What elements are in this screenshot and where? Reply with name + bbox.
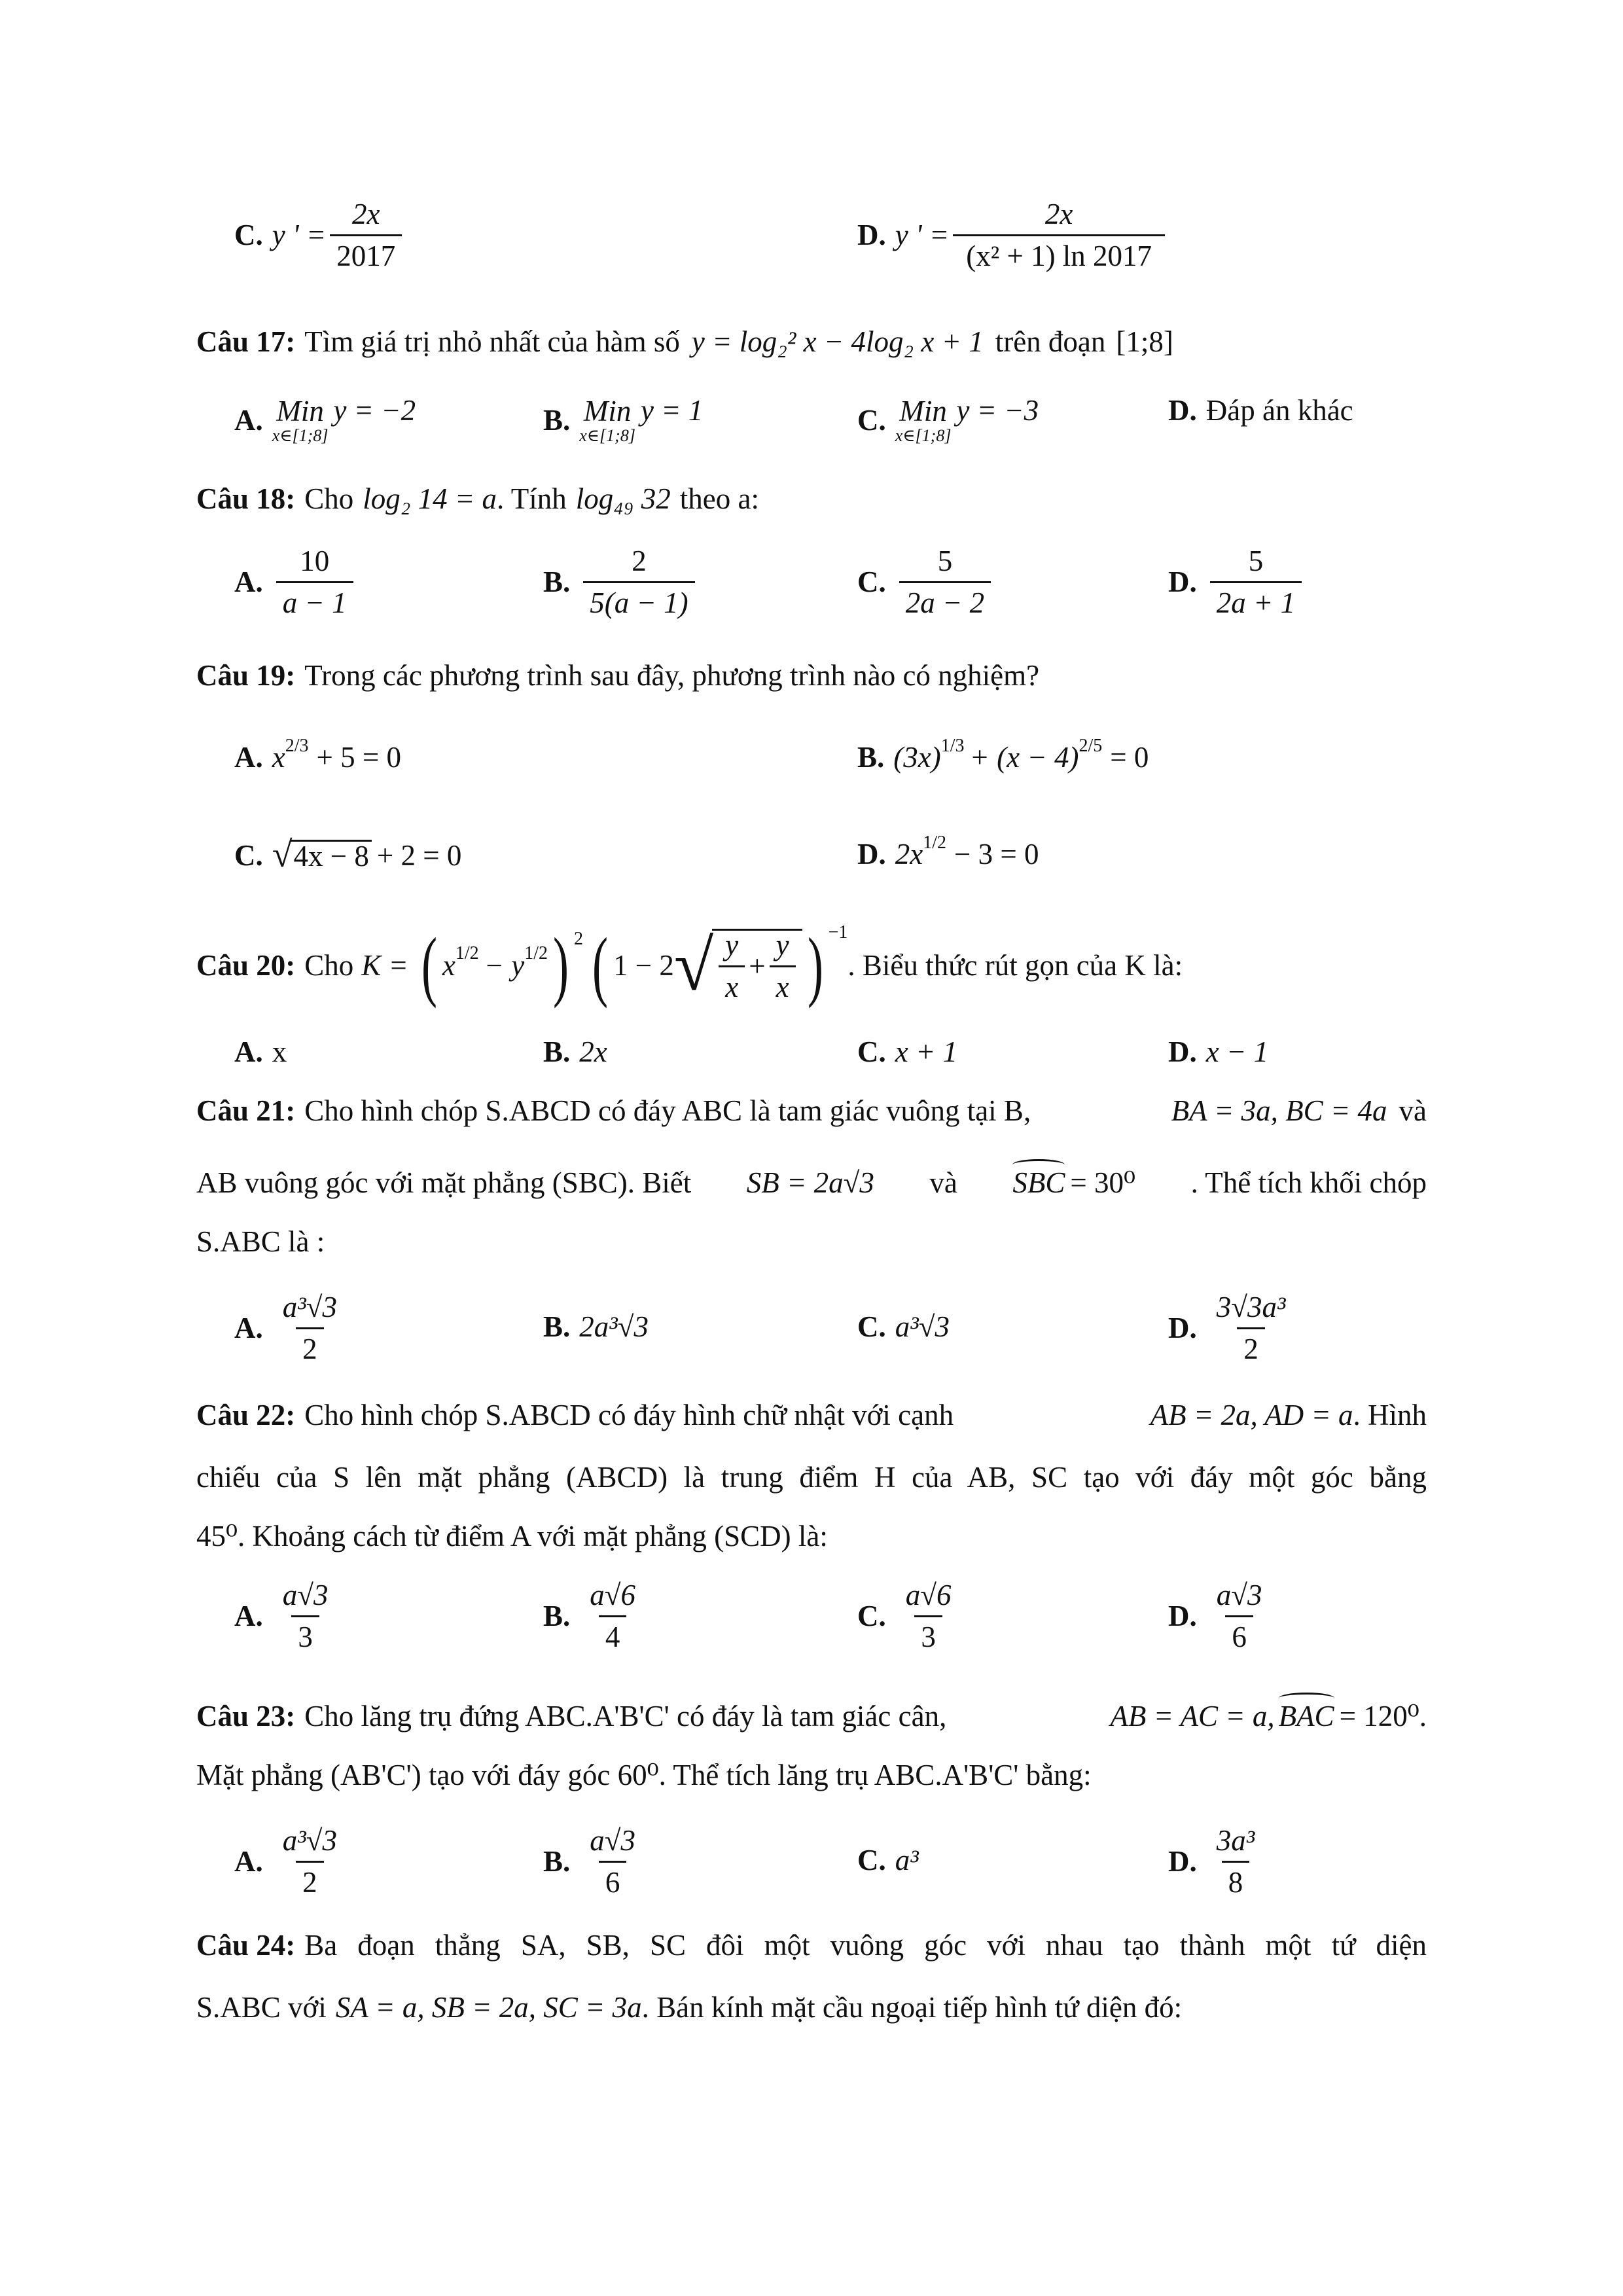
q21-and: và bbox=[929, 1166, 957, 1199]
fraction-denominator: 2a + 1 bbox=[1210, 581, 1302, 618]
option-value: a³ bbox=[895, 1844, 919, 1876]
q16-c-lhs: y ' = bbox=[272, 219, 327, 251]
min-operator bbox=[272, 397, 329, 444]
option-label: C. bbox=[234, 838, 263, 872]
q21-line2 bbox=[196, 1168, 1427, 1198]
q21-text-end: . Thể tích khối chóp bbox=[1190, 1166, 1427, 1199]
q22-option-b bbox=[543, 1581, 646, 1652]
x-exponent: 1/2 bbox=[455, 943, 479, 963]
question-number: Câu 22: bbox=[196, 1399, 296, 1431]
option-exponent: 1/3 bbox=[940, 735, 965, 756]
option-fraction bbox=[583, 1581, 642, 1652]
fraction-numerator: a√3 bbox=[1216, 1579, 1262, 1611]
q20-option-c bbox=[857, 1037, 957, 1067]
q23-option-c bbox=[857, 1846, 919, 1875]
option-label: C. bbox=[857, 404, 886, 437]
q21-math: SB = 2a√3 bbox=[746, 1166, 874, 1199]
q20-text: Cho bbox=[304, 948, 354, 982]
option-label: D. bbox=[1168, 1312, 1197, 1344]
q21-option-c bbox=[857, 1312, 950, 1342]
q18-text3: theo a: bbox=[679, 482, 759, 515]
option-label: D. bbox=[1168, 1845, 1197, 1878]
q22-line2 bbox=[196, 1463, 1427, 1492]
q20-option-d bbox=[1168, 1037, 1268, 1067]
option-value: x − 1 bbox=[1205, 1035, 1269, 1068]
option-fraction bbox=[1210, 1581, 1269, 1652]
close-paren: ) bbox=[553, 922, 569, 1009]
radical: √ $\frac{y}{x}$ + $\frac{y}{x}$ bbox=[674, 929, 802, 1002]
option-label: A. bbox=[234, 404, 263, 437]
q18-option-c bbox=[857, 547, 995, 618]
option-fraction bbox=[899, 547, 991, 618]
option-label: B. bbox=[543, 1600, 571, 1632]
open-paren: ( bbox=[421, 922, 437, 1009]
q16-c-fraction bbox=[330, 200, 402, 271]
q22-text: chiếu của S lên mặt phẳng (ABCD) là trung điểm H của AB, SC tạo với đáy một góc bằng bbox=[196, 1461, 1427, 1494]
q23-option-a bbox=[234, 1826, 348, 1897]
option-label: A. bbox=[234, 1035, 263, 1068]
q20-option-b bbox=[543, 1037, 607, 1067]
q22-text: Cho hình chóp S.ABCD có đáy hình chữ nhật với cạnh bbox=[304, 1399, 954, 1431]
close-paren: ) bbox=[807, 922, 823, 1009]
q16-option-c bbox=[234, 200, 406, 271]
angle-value: = 30⁰ bbox=[1070, 1166, 1136, 1199]
q19-text: Trong các phương trình sau đây, phương trình nào có nghiệm? bbox=[304, 659, 1040, 692]
option-value: Đáp án khác bbox=[1205, 394, 1353, 427]
fraction-numerator: a√6 bbox=[905, 1579, 952, 1611]
q19-option-b bbox=[857, 735, 1149, 774]
fraction-denominator: a − 1 bbox=[276, 581, 353, 618]
q20-option-a bbox=[234, 1037, 287, 1067]
q18-stem bbox=[196, 484, 759, 514]
q17-formula: y = log₂² x − 4log₂ x + 1 bbox=[691, 325, 984, 358]
angle-sbc: SBC bbox=[1012, 1166, 1065, 1199]
option-label: D. bbox=[1168, 394, 1197, 427]
fraction-numerator: 3√3a³ bbox=[1216, 1291, 1286, 1323]
min-operator bbox=[895, 397, 952, 444]
option-base: x bbox=[272, 741, 285, 774]
fraction-denominator: 4 bbox=[599, 1615, 627, 1652]
fraction-numerator: 10 bbox=[300, 545, 330, 577]
option-rest: + 2 = 0 bbox=[376, 838, 462, 872]
option-label: A. bbox=[234, 565, 263, 598]
q21-line1 bbox=[196, 1096, 1427, 1126]
radicand: 4x − 8 bbox=[291, 840, 371, 871]
question-number: Câu 18: bbox=[196, 482, 296, 515]
y-term: − y bbox=[484, 948, 525, 982]
option-label: D. bbox=[1168, 1035, 1197, 1068]
fraction-denominator: (x² + 1) ln 2017 bbox=[953, 234, 1165, 271]
q21-text-end: và bbox=[1399, 1094, 1427, 1127]
fraction-numerator: 2x bbox=[351, 198, 380, 230]
q23-line1 bbox=[196, 1702, 1427, 1731]
fraction-numerator: 2 bbox=[632, 545, 647, 577]
q17-option-c bbox=[857, 396, 1039, 445]
option-value: a³√3 bbox=[895, 1310, 950, 1343]
option-exponent: 2/3 bbox=[285, 735, 309, 756]
fraction-denominator: 2 bbox=[1237, 1327, 1265, 1364]
q18-option-a bbox=[234, 547, 357, 618]
q21-line3 bbox=[196, 1227, 325, 1257]
fraction-denominator: 8 bbox=[1222, 1861, 1250, 1897]
q18-text2: . Tính bbox=[497, 482, 567, 515]
fraction-denominator: 3 bbox=[291, 1615, 319, 1652]
question-number: Câu 24: bbox=[196, 1929, 296, 1962]
option-label: C. bbox=[234, 219, 263, 251]
q17-stem bbox=[196, 327, 1173, 357]
fraction-numerator: 3a³ bbox=[1216, 1824, 1255, 1857]
option-fraction bbox=[276, 1293, 344, 1364]
q24-text: S.ABC với bbox=[196, 1991, 327, 2024]
fraction-denominator: 6 bbox=[1225, 1615, 1253, 1652]
y-exponent: 1/2 bbox=[524, 943, 548, 963]
option-label: D. bbox=[1168, 1600, 1197, 1632]
fraction-numerator: 5 bbox=[937, 545, 953, 577]
x-term: x bbox=[442, 948, 455, 982]
q16-d-lhs: y ' = bbox=[895, 219, 950, 251]
fraction-denominator: x bbox=[719, 965, 745, 1002]
option-label: C. bbox=[857, 1035, 886, 1068]
option-fraction bbox=[276, 1581, 335, 1652]
angle-value: = 120⁰ bbox=[1339, 1700, 1419, 1732]
option-label: B. bbox=[543, 1310, 571, 1343]
option-value: y = 1 bbox=[640, 394, 704, 427]
q21-option-b bbox=[543, 1312, 649, 1342]
option-label: A. bbox=[234, 1600, 263, 1632]
plus: + bbox=[749, 950, 766, 982]
option-rest: − 3 = 0 bbox=[954, 838, 1039, 870]
q23-text-end: . bbox=[1419, 1700, 1427, 1732]
option-label: D. bbox=[857, 219, 886, 251]
q18-option-b bbox=[543, 547, 699, 618]
question-number: Câu 21: bbox=[196, 1094, 296, 1127]
fraction bbox=[719, 931, 745, 1002]
question-number: Câu 19: bbox=[196, 659, 296, 692]
fraction-denominator: 2 bbox=[296, 1327, 324, 1364]
option-value: 2x bbox=[579, 1035, 607, 1068]
fraction-numerator: y bbox=[725, 929, 739, 961]
q16-option-d bbox=[857, 200, 1169, 271]
q21-option-a bbox=[234, 1293, 348, 1364]
option-value: y = −3 bbox=[956, 394, 1039, 427]
q21-text: S.ABC là : bbox=[196, 1225, 325, 1258]
fraction-denominator: 5(a − 1) bbox=[583, 581, 694, 618]
q17-text2: trên đoạn bbox=[995, 325, 1106, 358]
q18-text: Cho bbox=[304, 482, 354, 515]
option-label: D. bbox=[1168, 565, 1197, 598]
option-label: C. bbox=[857, 1844, 886, 1876]
q19-option-c bbox=[234, 834, 462, 875]
fraction-numerator: a√3 bbox=[590, 1824, 635, 1857]
q22-line1 bbox=[196, 1401, 1427, 1430]
min-word: Min bbox=[899, 395, 947, 427]
q20-text2: . Biểu thức rút gọn của K là: bbox=[847, 948, 1183, 982]
fraction-denominator: 2a − 2 bbox=[899, 581, 991, 618]
fraction-denominator: x bbox=[770, 965, 796, 1002]
q17-text: Tìm giá trị nhỏ nhất của hàm số bbox=[304, 325, 680, 358]
min-subscript: x∈[1;8] bbox=[272, 426, 329, 445]
q18-target: log₄₉ 32 bbox=[575, 482, 671, 515]
option-exponent: 1/2 bbox=[923, 832, 947, 853]
q22-line3 bbox=[196, 1522, 828, 1551]
option-label: A. bbox=[234, 1312, 263, 1344]
q22-option-a bbox=[234, 1581, 338, 1652]
fraction-denominator: 2017 bbox=[330, 234, 402, 271]
option-value: x bbox=[272, 1035, 287, 1068]
q22-option-d bbox=[1168, 1581, 1272, 1652]
fraction-numerator: a³√3 bbox=[282, 1824, 337, 1857]
q20-stem bbox=[196, 916, 1183, 1014]
radical: √ 4x − 8 bbox=[272, 840, 372, 871]
q19-option-d bbox=[857, 832, 1039, 870]
question-number: Câu 23: bbox=[196, 1700, 296, 1732]
fraction-numerator: 2x bbox=[1044, 198, 1073, 230]
q21-math: BA = 3a, BC = 4a bbox=[1171, 1094, 1387, 1127]
option-value: x + 1 bbox=[895, 1035, 958, 1068]
q20-k: K = bbox=[361, 948, 408, 982]
option-term: (3x) bbox=[893, 741, 941, 774]
q18-option-d bbox=[1168, 547, 1306, 618]
q23-text: Cho lăng trụ đứng ABC.A'B'C' có đáy là tam giác cân, bbox=[304, 1700, 947, 1732]
q17-option-d bbox=[1168, 396, 1353, 425]
open-paren: ( bbox=[592, 922, 608, 1009]
fraction-denominator: 3 bbox=[914, 1615, 942, 1652]
option-base: 2x bbox=[895, 838, 923, 870]
option-fraction bbox=[276, 547, 353, 618]
option-fraction bbox=[899, 1581, 958, 1652]
q17-interval: [1;8] bbox=[1116, 325, 1173, 358]
q23-line2 bbox=[196, 1761, 1092, 1790]
option-label: C. bbox=[857, 1600, 886, 1632]
option-fraction bbox=[1210, 547, 1302, 618]
inner-lead: 1 − 2 bbox=[613, 948, 674, 982]
q22-math: AB = 2a, AD = a bbox=[1150, 1399, 1353, 1431]
q19-stem bbox=[196, 661, 1039, 691]
fraction-numerator: y bbox=[776, 929, 789, 961]
min-word: Min bbox=[583, 395, 632, 427]
q22-option-c bbox=[857, 1581, 961, 1652]
question-number: Câu 17: bbox=[196, 325, 296, 358]
q21-text: AB vuông góc với mặt phẳng (SBC). Biết bbox=[196, 1166, 692, 1199]
fraction-denominator: 2 bbox=[296, 1861, 324, 1897]
q16-d-fraction bbox=[953, 200, 1165, 271]
question-number: Câu 20: bbox=[196, 948, 296, 982]
fraction-denominator: 6 bbox=[599, 1861, 627, 1897]
option-value: y = −2 bbox=[333, 394, 416, 427]
min-operator bbox=[579, 397, 635, 444]
option-label: B. bbox=[543, 404, 571, 437]
q19-option-a bbox=[234, 735, 402, 774]
q24-text: Ba đoạn thẳng SA, SB, SC đôi một vuông góc với nhau tạo thành một tứ diện bbox=[304, 1929, 1427, 1962]
fraction-numerator: a³√3 bbox=[282, 1291, 337, 1323]
option-label: C. bbox=[857, 1310, 886, 1343]
inverse-exponent: −1 bbox=[828, 922, 848, 942]
fraction bbox=[770, 931, 796, 1002]
option-rest: + 5 = 0 bbox=[316, 741, 402, 774]
fraction-numerator: a√3 bbox=[282, 1579, 329, 1611]
option-fraction bbox=[583, 1826, 642, 1897]
option-label: D. bbox=[857, 838, 886, 870]
option-fraction bbox=[583, 547, 694, 618]
option-label: B. bbox=[543, 1845, 571, 1878]
fraction-numerator: 5 bbox=[1248, 545, 1264, 577]
option-term: + (x − 4) bbox=[969, 741, 1079, 774]
min-subscript: x∈[1;8] bbox=[579, 426, 635, 445]
min-subscript: x∈[1;8] bbox=[895, 426, 952, 445]
option-exponent: 2/5 bbox=[1079, 735, 1103, 756]
option-label: A. bbox=[234, 741, 263, 774]
q23-option-d bbox=[1168, 1826, 1265, 1897]
q23-option-b bbox=[543, 1826, 646, 1897]
q23-text: Mặt phẳng (AB'C') tạo với đáy góc 60⁰. Thể tích lăng trụ ABC.A'B'C' bằng: bbox=[196, 1759, 1092, 1791]
q24-math: SA = a, SB = 2a, SC = 3a bbox=[335, 1991, 642, 2024]
option-label: B. bbox=[857, 741, 885, 774]
option-fraction bbox=[1210, 1293, 1293, 1364]
q18-given: log₂ 14 = a bbox=[363, 482, 497, 515]
outer-exponent: 2 bbox=[574, 929, 583, 949]
option-fraction bbox=[1210, 1826, 1262, 1897]
option-label: A. bbox=[234, 1845, 263, 1878]
option-label: C. bbox=[857, 565, 886, 598]
q23-math: AB = AC = a, bbox=[1110, 1700, 1275, 1732]
angle-bac: BAC bbox=[1278, 1700, 1334, 1732]
q22-text-end: . Hình bbox=[1353, 1399, 1427, 1431]
q21-option-d bbox=[1168, 1293, 1296, 1364]
q21-text: Cho hình chóp S.ABCD có đáy ABC là tam giác vuông tại B, bbox=[304, 1094, 1031, 1127]
option-label: B. bbox=[543, 1035, 571, 1068]
fraction-numerator: a√6 bbox=[590, 1579, 635, 1611]
q24-line1 bbox=[196, 1931, 1427, 1960]
option-fraction bbox=[276, 1826, 344, 1897]
q17-option-a bbox=[234, 396, 416, 445]
option-rest: = 0 bbox=[1110, 741, 1149, 774]
q17-option-b bbox=[543, 396, 703, 445]
option-value: 2a³√3 bbox=[579, 1310, 649, 1343]
option-label: B. bbox=[543, 565, 571, 598]
q24-text-end: . Bán kính mặt cầu ngoại tiếp hình tứ diện đó: bbox=[641, 1991, 1183, 2024]
min-word: Min bbox=[276, 395, 324, 427]
q24-line2 bbox=[196, 1993, 1182, 2022]
q22-text: 45⁰. Khoảng cách từ điểm A với mặt phẳng (SCD) là: bbox=[196, 1520, 828, 1552]
